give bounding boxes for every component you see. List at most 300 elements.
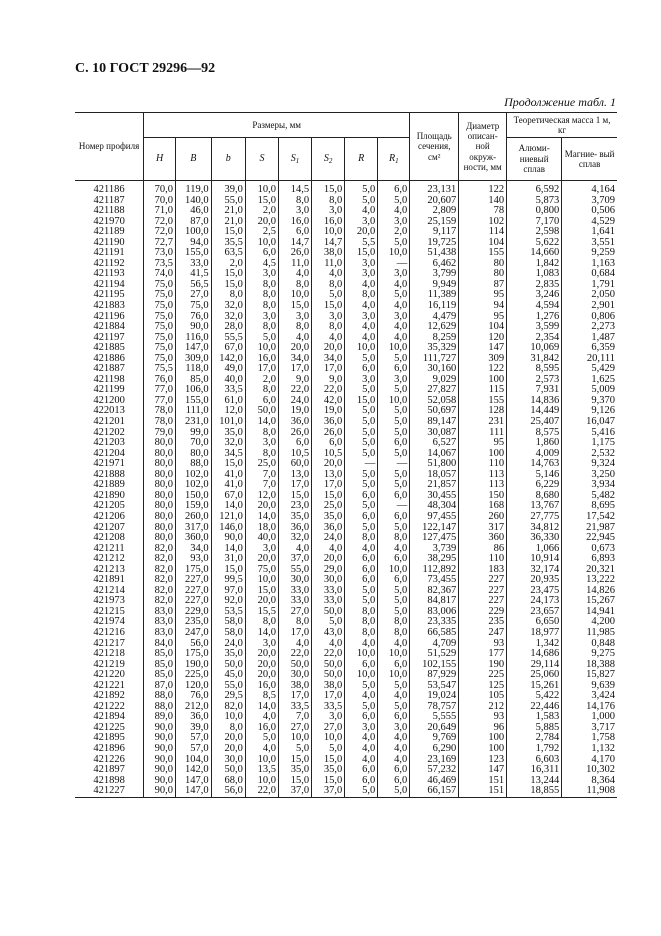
profile-number-cell: 421890 — [93, 489, 125, 501]
table-cell: 8,0 — [245, 322, 278, 333]
table-cell: 3,250 — [562, 470, 617, 481]
table-cell: 67,0 — [211, 343, 245, 354]
table-cell: 8,0 — [245, 290, 278, 301]
table-cell: 5,555 — [410, 712, 459, 723]
table-cell: 6,0 — [345, 554, 378, 565]
table-cell: 3,717 — [562, 723, 617, 734]
table-cell: 110 — [459, 459, 507, 470]
table-cell: 111,0 — [176, 406, 212, 417]
table-cell: 4,0 — [345, 733, 378, 744]
table-cell: 177 — [459, 649, 507, 660]
table-cell: 27,827 — [410, 385, 459, 396]
table-cell: 1,175 — [562, 438, 617, 449]
table-cell: 10,0 — [312, 733, 345, 744]
table-cell: 6,0 — [245, 396, 278, 407]
table-cell: 8,0 — [312, 322, 345, 333]
table-cell: 3,424 — [562, 691, 617, 702]
table-cell: 34,0 — [279, 354, 312, 365]
table-cell: 3,599 — [507, 322, 562, 333]
table-cell: 5,0 — [345, 196, 378, 207]
table-cell: 33,5 — [279, 702, 312, 713]
table-cell: 10,0 — [245, 238, 278, 249]
table-cell: 80,0 — [144, 491, 176, 502]
table-cell: 25,0 — [312, 501, 345, 512]
table-cell: 67,0 — [211, 491, 245, 502]
table-cell: 22,0 — [312, 649, 345, 660]
table-cell: 1,487 — [562, 333, 617, 344]
table-cell: 73,455 — [410, 575, 459, 586]
profiles-table — [75, 112, 617, 798]
table-cell: 150,0 — [176, 491, 212, 502]
table-cell: 76,0 — [176, 312, 212, 323]
header-area: Площадь сечения, см² — [410, 113, 459, 181]
table-cell: 3,934 — [562, 480, 617, 491]
table-cell: 75,0 — [245, 565, 278, 576]
table-cell: 5,0 — [345, 523, 378, 534]
table-cell: 120,0 — [176, 681, 212, 692]
table-cell: 8,680 — [507, 491, 562, 502]
table-cell: 360,0 — [176, 533, 212, 544]
table-cell: 21,857 — [410, 480, 459, 491]
table-cell: 72,7 — [144, 238, 176, 249]
table-cell: 0,800 — [507, 206, 562, 217]
table-cell: 55,0 — [211, 681, 245, 692]
table-cell: 8,0 — [345, 628, 378, 639]
table-cell: 4,0 — [312, 333, 345, 344]
table-cell: 15,0 — [312, 755, 345, 766]
table-cell: 96 — [459, 723, 507, 734]
table-cell: 235 — [459, 617, 507, 628]
table-cell: 30,087 — [410, 428, 459, 439]
table-cell: 225 — [459, 670, 507, 681]
table-cell: 82,0 — [144, 596, 176, 607]
table-cell: 83,0 — [144, 628, 176, 639]
table-cell: 35,0 — [279, 765, 312, 776]
table-cell: 56,0 — [176, 639, 212, 650]
table-cell: 8,0 — [245, 280, 278, 291]
table-cell: 82,0 — [211, 702, 245, 713]
table-cell: 38,0 — [279, 681, 312, 692]
table-cell: 43,0 — [312, 628, 345, 639]
table-cell: 7,0 — [245, 470, 278, 481]
table-cell: 4,0 — [279, 639, 312, 650]
table-cell: 3,0 — [378, 312, 410, 323]
table-cell: 122 — [459, 364, 507, 375]
table-cell: 104,0 — [176, 755, 212, 766]
table-cell: 4,0 — [345, 322, 378, 333]
table-cell: 93,0 — [176, 554, 212, 565]
table-cell: 20,649 — [410, 723, 459, 734]
table-cell: 5,5 — [345, 238, 378, 249]
table-cell: 247 — [459, 628, 507, 639]
table-cell: 56,5 — [176, 280, 212, 291]
table-cell: 142,0 — [211, 354, 245, 365]
table-cell: 80,0 — [144, 533, 176, 544]
profile-number-cell: 421189 — [93, 226, 125, 238]
profile-number-cell: 421888 — [93, 468, 125, 480]
table-cell: 3,246 — [507, 290, 562, 301]
header-b: b — [211, 138, 245, 181]
table-cell: 85,0 — [176, 375, 212, 386]
table-cell: 147,0 — [176, 786, 212, 797]
table-cell: 5,0 — [345, 438, 378, 449]
table-cell: 75,0 — [144, 290, 176, 301]
table-cell: 5,0 — [345, 586, 378, 597]
table-cell: 5,0 — [345, 470, 378, 481]
table-cell: 40,0 — [211, 375, 245, 386]
table-cell: 88,0 — [144, 691, 176, 702]
table-cell: 118,0 — [176, 364, 212, 375]
table-cell: 87,0 — [144, 681, 176, 692]
table-cell: 113 — [459, 480, 507, 491]
table-cell: 122 — [459, 181, 507, 196]
table-cell: 8,259 — [410, 333, 459, 344]
table-row — [75, 301, 617, 312]
table-cell: 3,0 — [345, 259, 378, 270]
table-cell: 3,0 — [279, 312, 312, 323]
profile-number-cell: 421215 — [93, 605, 125, 617]
header-magnesium-alloy: Магние- вый сплав — [562, 138, 617, 181]
profile-number-cell: 421218 — [93, 648, 125, 660]
table-cell: 20,0 — [279, 343, 312, 354]
profile-number-cell: 421221 — [93, 679, 125, 691]
table-cell: 4,0 — [378, 744, 410, 755]
table-cell: 17,0 — [312, 691, 345, 702]
table-cell: 36,330 — [507, 533, 562, 544]
table-cell: 39,0 — [211, 181, 245, 196]
table-cell: 2,809 — [410, 206, 459, 217]
table-cell: 82,0 — [144, 544, 176, 555]
table-cell: 151 — [459, 786, 507, 797]
table-cell: 115 — [459, 385, 507, 396]
table-cell: 34,5 — [211, 449, 245, 460]
table-cell: 4,0 — [378, 301, 410, 312]
profile-number-cell: 421222 — [93, 700, 125, 712]
table-cell: 14,7 — [312, 238, 345, 249]
table-cell: 31,0 — [211, 554, 245, 565]
table-cell: 61,0 — [211, 396, 245, 407]
table-cell: 10,0 — [245, 343, 278, 354]
table-cell: 26,0 — [279, 428, 312, 439]
table-cell: 8,364 — [562, 776, 617, 787]
table-cell: 35,0 — [312, 512, 345, 523]
table-cell: 30,0 — [312, 575, 345, 586]
table-cell: 89,147 — [410, 417, 459, 428]
table-cell: 116,0 — [176, 333, 212, 344]
table-cell: 14,686 — [507, 649, 562, 660]
table-cell: 111 — [459, 428, 507, 439]
table-cell: 35,0 — [211, 649, 245, 660]
table-cell: 4,0 — [345, 333, 378, 344]
table-cell: 33,0 — [312, 596, 345, 607]
table-cell: 227 — [459, 586, 507, 597]
table-cell: 29,0 — [312, 565, 345, 576]
table-cell: 112,892 — [410, 565, 459, 576]
table-cell: 5,0 — [345, 786, 378, 797]
table-cell: 16,0 — [245, 681, 278, 692]
table-cell: 8,0 — [378, 533, 410, 544]
table-cell: 4,0 — [345, 301, 378, 312]
table-cell: 127,475 — [410, 533, 459, 544]
profile-number-cell: 421194 — [93, 278, 125, 290]
table-cell: 21,0 — [211, 217, 245, 228]
header-diameter: Диаметр описан- ной окруж- ности, мм — [459, 113, 507, 181]
table-cell: 17,0 — [312, 480, 345, 491]
table-cell: 77,0 — [144, 385, 176, 396]
table-cell: 36,0 — [312, 417, 345, 428]
table-cell: 13,222 — [562, 575, 617, 586]
table-cell: 5,0 — [345, 428, 378, 439]
table-cell: 9,370 — [562, 396, 617, 407]
table-cell: 15,827 — [562, 670, 617, 681]
table-cell: 5,0 — [378, 702, 410, 713]
table-cell: 95 — [459, 290, 507, 301]
table-cell: 3,0 — [245, 544, 278, 555]
table-cell: 128 — [459, 406, 507, 417]
table-cell: 1,791 — [562, 280, 617, 291]
table-cell: 9,0 — [279, 375, 312, 386]
table-cell: 32,0 — [279, 533, 312, 544]
header-theoretical-mass: Теоретическая масса 1 м, кг — [507, 113, 617, 138]
table-cell: 147 — [459, 765, 507, 776]
table-cell: 57,232 — [410, 765, 459, 776]
table-cell: 100 — [459, 733, 507, 744]
table-cell: 9,324 — [562, 459, 617, 470]
table-cell: 5,0 — [345, 406, 378, 417]
table-cell: 33,5 — [211, 385, 245, 396]
table-cell: 50,697 — [410, 406, 459, 417]
profile-number-cell: 421216 — [93, 626, 125, 638]
table-cell: 53,547 — [410, 681, 459, 692]
table-cell: 3,0 — [345, 723, 378, 734]
table-cell: 75,5 — [144, 364, 176, 375]
table-cell: 2,784 — [507, 733, 562, 744]
table-cell: 6,229 — [507, 480, 562, 491]
table-cell: 2,598 — [507, 227, 562, 238]
table-cell: 49,0 — [211, 364, 245, 375]
table-cell: 18,0 — [245, 523, 278, 534]
table-cell: 3,0 — [245, 269, 278, 280]
table-cell: 41,5 — [176, 269, 212, 280]
table-cell: 50,0 — [245, 406, 278, 417]
table-cell: 1,276 — [507, 312, 562, 323]
table-cell: 9,126 — [562, 406, 617, 417]
table-cell: 6,0 — [345, 776, 378, 787]
table-cell: 3,0 — [312, 712, 345, 723]
table-cell: 10,0 — [279, 733, 312, 744]
table-cell: 10,914 — [507, 554, 562, 565]
table-row — [75, 181, 617, 196]
table-cell: 26,0 — [279, 248, 312, 259]
table-cell: 57,0 — [176, 744, 212, 755]
table-cell: 4,594 — [507, 301, 562, 312]
table-cell: 22,0 — [312, 385, 345, 396]
table-cell: 15,0 — [312, 491, 345, 502]
table-cell: 30,0 — [279, 670, 312, 681]
table-cell: 82,0 — [144, 565, 176, 576]
table-cell: 25,060 — [507, 670, 562, 681]
profile-number-cell: 421971 — [93, 458, 125, 470]
table-cell: — — [345, 459, 378, 470]
table-cell: 40,0 — [245, 533, 278, 544]
table-cell: 2,532 — [562, 449, 617, 460]
table-cell: 247,0 — [176, 628, 212, 639]
table-cell: 5,0 — [378, 417, 410, 428]
table-cell: 90,0 — [144, 733, 176, 744]
table-cell: 14,0 — [245, 512, 278, 523]
table-cell: 85,0 — [144, 670, 176, 681]
table-cell: 15,0 — [211, 459, 245, 470]
table-cell: 41,0 — [211, 470, 245, 481]
table-cell: 212,0 — [176, 702, 212, 713]
table-cell: 50,0 — [312, 670, 345, 681]
table-cell: 8,0 — [245, 385, 278, 396]
table-cell: 5,0 — [378, 480, 410, 491]
table-cell: 4,529 — [562, 217, 617, 228]
table-cell: 34,0 — [176, 544, 212, 555]
table-cell: 5,0 — [378, 290, 410, 301]
table-cell: 20,0 — [245, 670, 278, 681]
table-cell: 4,0 — [312, 639, 345, 650]
profile-number-cell: 421225 — [93, 721, 125, 733]
table-cell: 6,0 — [345, 565, 378, 576]
table-cell: 101,0 — [211, 417, 245, 428]
table-cell: 14,7 — [279, 238, 312, 249]
table-cell: 4,0 — [378, 206, 410, 217]
table-cell: 80,0 — [144, 501, 176, 512]
table-cell: 5,0 — [378, 385, 410, 396]
table-cell: 13,0 — [279, 470, 312, 481]
table-cell: 20,607 — [410, 196, 459, 207]
table-cell: 14,836 — [507, 396, 562, 407]
table-cell: 15,0 — [211, 269, 245, 280]
profile-number-cell: 421885 — [93, 342, 125, 354]
table-cell: 90,0 — [211, 533, 245, 544]
profile-number-cell: 421883 — [93, 300, 125, 312]
table-cell: 46,469 — [410, 776, 459, 787]
table-cell: 1,641 — [562, 227, 617, 238]
table-cell: 75,0 — [144, 312, 176, 323]
table-cell: 13,5 — [245, 765, 278, 776]
table-cell: 35,0 — [279, 512, 312, 523]
table-cell: 9,117 — [410, 227, 459, 238]
table-cell: 25,0 — [245, 459, 278, 470]
table-cell: 12,0 — [211, 406, 245, 417]
table-cell: 13,0 — [312, 470, 345, 481]
table-cell: 83,0 — [144, 607, 176, 618]
table-cell: 94 — [459, 301, 507, 312]
table-cell: 88,0 — [176, 459, 212, 470]
table-cell: 212 — [459, 702, 507, 713]
table-cell: 155 — [459, 396, 507, 407]
table-cell: 78,757 — [410, 702, 459, 713]
table-cell: 80 — [459, 269, 507, 280]
table-cell: 147,0 — [176, 343, 212, 354]
table-cell: 6,0 — [378, 554, 410, 565]
table-cell: 104 — [459, 238, 507, 249]
table-cell: 3,0 — [279, 206, 312, 217]
table-cell: 14,067 — [410, 449, 459, 460]
table-cell: 16,0 — [279, 217, 312, 228]
profile-number-cell: 421892 — [93, 690, 125, 702]
table-cell: 7,0 — [279, 712, 312, 723]
table-cell: 110 — [459, 554, 507, 565]
table-cell: 50,0 — [312, 660, 345, 671]
table-cell: 1,132 — [562, 744, 617, 755]
table-cell: 80,0 — [144, 449, 176, 460]
table-cell: 15,0 — [312, 776, 345, 787]
table-cell: 23,0 — [279, 501, 312, 512]
table-cell: 87,929 — [410, 670, 459, 681]
profile-number-cell: 421219 — [93, 658, 125, 670]
table-cell: 87 — [459, 280, 507, 291]
table-cell: 159,0 — [176, 501, 212, 512]
table-cell: 121,0 — [211, 512, 245, 523]
table-cell: 2,835 — [507, 280, 562, 291]
table-cell: 4,0 — [312, 544, 345, 555]
table-cell: 70,0 — [144, 181, 176, 196]
table-cell: 22,0 — [245, 786, 278, 797]
table-cell: 4,0 — [279, 269, 312, 280]
profile-number-cell: 421204 — [93, 447, 125, 459]
table-cell: 30,0 — [211, 755, 245, 766]
header-B: B — [176, 138, 212, 181]
table-row — [75, 786, 617, 797]
table-cell: 16,047 — [562, 417, 617, 428]
table-cell: 32,174 — [507, 565, 562, 576]
table-cell: 37,0 — [279, 554, 312, 565]
table-cell: 100 — [459, 744, 507, 755]
table-cell: 3,739 — [410, 544, 459, 555]
profile-number-cell: 421206 — [93, 510, 125, 522]
table-cell: 30,0 — [279, 575, 312, 586]
table-cell: 123 — [459, 755, 507, 766]
table-cell: 15,0 — [279, 301, 312, 312]
table-cell: 1,083 — [507, 269, 562, 280]
table-cell: 9,275 — [562, 649, 617, 660]
table-cell: 30,455 — [410, 491, 459, 502]
table-cell: 5,0 — [345, 449, 378, 460]
table-cell: 52,058 — [410, 396, 459, 407]
table-cell: 9,259 — [562, 248, 617, 259]
table-cell: 4,0 — [279, 333, 312, 344]
table-cell: 9,949 — [410, 280, 459, 291]
table-cell: 3,0 — [312, 312, 345, 323]
table-cell: 48,304 — [410, 501, 459, 512]
table-cell: 309,0 — [176, 354, 212, 365]
header-R: R — [345, 138, 378, 181]
table-cell: 12,629 — [410, 322, 459, 333]
table-cell: 80,0 — [144, 470, 176, 481]
table-cell: 150 — [459, 491, 507, 502]
table-cell: 6,0 — [345, 491, 378, 502]
table-cell: 8,0 — [279, 322, 312, 333]
table-cell: 12,0 — [245, 491, 278, 502]
table-cell: 66,585 — [410, 628, 459, 639]
table-cell: 1,000 — [562, 712, 617, 723]
table-cell: 2,901 — [562, 301, 617, 312]
table-cell: 85,0 — [144, 649, 176, 660]
table-cell: 104 — [459, 322, 507, 333]
table-cell: 15,0 — [245, 586, 278, 597]
header-S: S — [245, 138, 278, 181]
table-cell: 29,114 — [507, 660, 562, 671]
table-cell: 71,0 — [144, 206, 176, 217]
table-cell: 73,5 — [144, 259, 176, 270]
table-cell: 8,0 — [312, 280, 345, 291]
table-cell: 10,0 — [312, 227, 345, 238]
table-cell: 10,0 — [245, 181, 278, 196]
